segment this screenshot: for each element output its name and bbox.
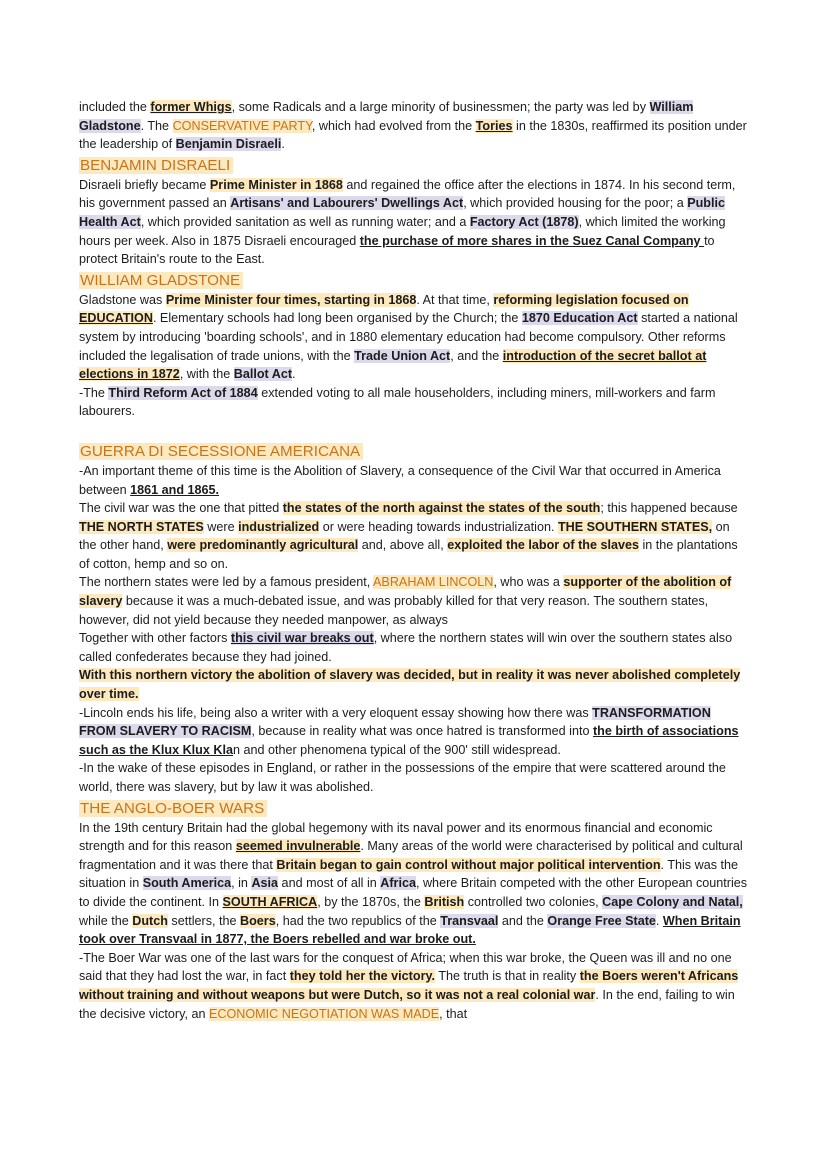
paragraph [79,666,748,703]
section-heading [79,798,748,819]
paragraph [79,98,748,154]
highlighted-text: Tories [475,118,513,133]
section-heading [79,441,748,462]
text-run: . In the end, failing to win the decisive victory, an [79,987,735,1021]
highlighted-text: Prime Minister four times, starting in 1868 [165,292,417,307]
text-run: -The [79,385,109,400]
text-run: on the other hand, [79,519,730,553]
text-run: because it was a much-debated issue, and was probably killed for that very reason. The southern states, however, did not yield because they needed manpower, as always [79,594,709,627]
text-run: or were heading towards industrialization. [319,519,558,534]
highlighted-text: British [424,894,465,909]
text-run: started a national system by introducing 'boarding schools', and in 1880 elementary education had become compulsory. Other reforms included the legalisation of trade unions, with the [79,311,738,363]
highlighted-text: SOUTH AFRICA [222,894,318,909]
highlighted-text: Prime Minister in 1868 [209,177,343,192]
text-run: in the plantations of cotton, hemp and so on. [79,538,738,571]
highlighted-text: Britain began to gain control without major political intervention [276,857,661,872]
text-run: The civil war was the one that pitted [79,501,283,516]
text-run: , with the [179,367,234,382]
text-run: , which limited the working hours per week. Also in 1875 Disraeli encouraged [79,214,726,248]
highlighted-text: Transvaal [440,913,499,928]
text-run: Disraeli briefly became [79,177,210,192]
section-heading [79,155,748,176]
highlighted-text: Orange Free State [547,913,656,928]
highlighted-text: seemed invulnerable [235,839,361,854]
highlighted-text: ECONOMIC NEGOTIATION WAS MADE [208,1006,440,1021]
paragraph [79,949,748,1023]
text-run: n and other phenomena typical of the 900' still widespread. [232,742,561,757]
text-run: -The Boer War was one of the last wars for the conquest of Africa; when this war broke, the Queen was ill and no one said that they had lost the war, in fact [79,950,732,984]
highlighted-text: 1861 and 1865. [130,482,220,497]
text-run: and the [498,913,548,928]
highlighted-text: Dutch [132,913,168,928]
text-run: Together with other factors [79,631,231,646]
section-heading-text: WILLIAM GLADSTONE [79,272,243,289]
text-run: , in [231,876,252,891]
text-run: , some Radicals and a large minority of businessmen; the party was led by [231,100,650,114]
text-run: included the [79,100,151,114]
section-heading-text: BENJAMIN DISRAELI [79,157,233,174]
paragraph [79,176,748,269]
highlighted-text: CONSERVATIVE PARTY [172,118,312,133]
text-run: , who was a [493,575,564,590]
highlighted-text: Trade Union Act [354,348,451,363]
paragraph [79,573,748,629]
text-run: . [292,367,296,382]
text-run: , that [439,1006,468,1021]
text-run: while the [79,913,133,928]
highlighted-text: reforming legislation focused on [493,292,689,307]
text-run: . The [140,118,173,133]
text-run: . This was the situation in [79,857,739,891]
highlighted-text: Artisans' and Labourers' Dwellings Act [230,196,464,211]
text-run: , which had evolved from the [311,118,476,133]
paragraph [79,819,748,949]
highlighted-text: THE NORTH STATES [79,519,204,534]
highlighted-text: former Whigs [150,100,232,114]
highlighted-text: the Boers weren't Africans without training and without weapons but were Dutch, so it was not a real colonial war [79,969,739,1002]
highlighted-text: Boers [240,913,276,928]
highlighted-text: EDUCATION [79,311,153,326]
paragraph [79,704,748,760]
highlighted-text: supporter of the abolition of slavery [79,575,732,609]
text-run: , because in reality what was once hatred is transformed into [251,724,593,739]
paragraph [79,629,748,666]
text-run: ; this happened because [600,501,738,516]
text-run: -An important theme of this time is the Abolition of Slavery, a consequence of the Civil War that occurred in America between [79,463,721,497]
highlighted-text: Africa [380,876,416,891]
paragraph [79,499,748,573]
text-run: and regained the office after the elections in 1874. In his second term, his government passed an [79,177,736,211]
text-run: , and the [450,348,503,363]
section-heading [79,270,748,291]
highlighted-text: South America [142,876,232,891]
text-run: Gladstone was [79,292,166,307]
highlighted-text: industrialized [238,519,320,534]
paragraph [79,291,748,384]
paragraph [79,384,748,421]
text-run: -Lincoln ends his life, being also a writer with a very eloquent essay showing how there was [79,705,593,720]
highlighted-text: THE SOUTHERN STATES, [557,519,713,534]
highlighted-text: When Britain took over Transvaal in 1877, the Boers rebelled and war broke out. [79,913,741,947]
text-run: . Many areas of the world were characterised by political and cultural fragmentation and it was there that [79,839,743,872]
highlighted-text: ABRAHAM LINCOLN [373,575,494,590]
highlighted-text: were predominantly agricultural [167,538,359,553]
text-run: were [203,519,239,534]
text-run: , had the two republics of the [275,913,441,928]
highlighted-text: Cape Colony and Natal, [602,894,743,909]
text-run: The northern states were led by a famous president, [79,575,374,590]
highlighted-text: Factory Act (1878) [469,214,579,229]
text-run: , which provided sanitation as well as running water; and a [140,214,470,229]
highlighted-text: Benjamin Disraeli [175,137,282,152]
text-run: . At that time, [416,292,494,307]
highlighted-text: Asia [251,876,279,891]
text-run: The truth is that in reality [435,969,580,984]
text-run: . Elementary schools had long been organised by the Church; the [152,311,522,326]
highlighted-text: 1870 Education Act [521,311,638,326]
highlighted-text: the states of the north against the states of the south [282,501,601,516]
highlighted-text: With this northern victory the abolition of slavery was decided, but in reality it was never abolished completely over time. [79,668,741,702]
text-run: extended voting to all male householders, including miners, mill-workers and farm labourers. [79,385,716,419]
highlighted-text: the purchase of more shares in the Suez Canal Company [359,233,705,248]
text-run: , where the northern states will win over the southern states also called confederates because they had joined. [79,631,733,664]
section-heading-text: GUERRA DI SECESSIONE AMERICANA [79,443,363,460]
highlighted-text: Ballot Act [233,367,293,382]
highlighted-text: they told her the victory. [289,969,436,984]
text-run: settlers, the [167,913,241,928]
highlighted-text: this civil war breaks out [230,631,374,646]
highlighted-text: Public Health Act [79,196,726,229]
highlighted-text: Third Reform Act of 1884 [108,385,258,400]
paragraph [79,462,748,499]
text-run: and most of all in [278,876,381,891]
text-run: In the 19th century Britain had the global hegemony with its naval power and its enormous financial and economic strength and for this reason [79,820,713,854]
text-run: . [655,913,663,928]
highlighted-text: exploited the labor of the slaves [447,538,639,553]
text-run: in the 1830s, reaffirmed its position under the leadership of [79,118,747,152]
text-run: , by the 1870s, the [317,894,425,909]
text-run: -In the wake of these episodes in England, or rather in the possessions of the empire that were scattered around the world, there was slavery, but by law it was abolished. [79,761,726,794]
text-run: , which provided housing for the poor; a [463,196,688,211]
highlighted-text: William Gladstone [79,100,694,133]
highlighted-text: introduction of the secret ballot at elections in 1872 [79,348,707,382]
text-run: , where Britain competed with the other European countries to divide the continent. In [79,876,748,909]
text-run: . [281,137,285,152]
highlighted-text: TRANSFORMATION FROM SLAVERY TO RACISM [79,705,711,739]
text-run: and, above all, [358,538,448,553]
text-run: controlled two colonies, [464,894,603,909]
paragraph [79,759,748,796]
highlighted-text: the birth of associations such as the Klux Klux Kla [79,724,739,757]
section-heading-text: THE ANGLO-BOER WARS [79,800,267,817]
text-run: to protect Britain's route to the East. [79,233,715,267]
